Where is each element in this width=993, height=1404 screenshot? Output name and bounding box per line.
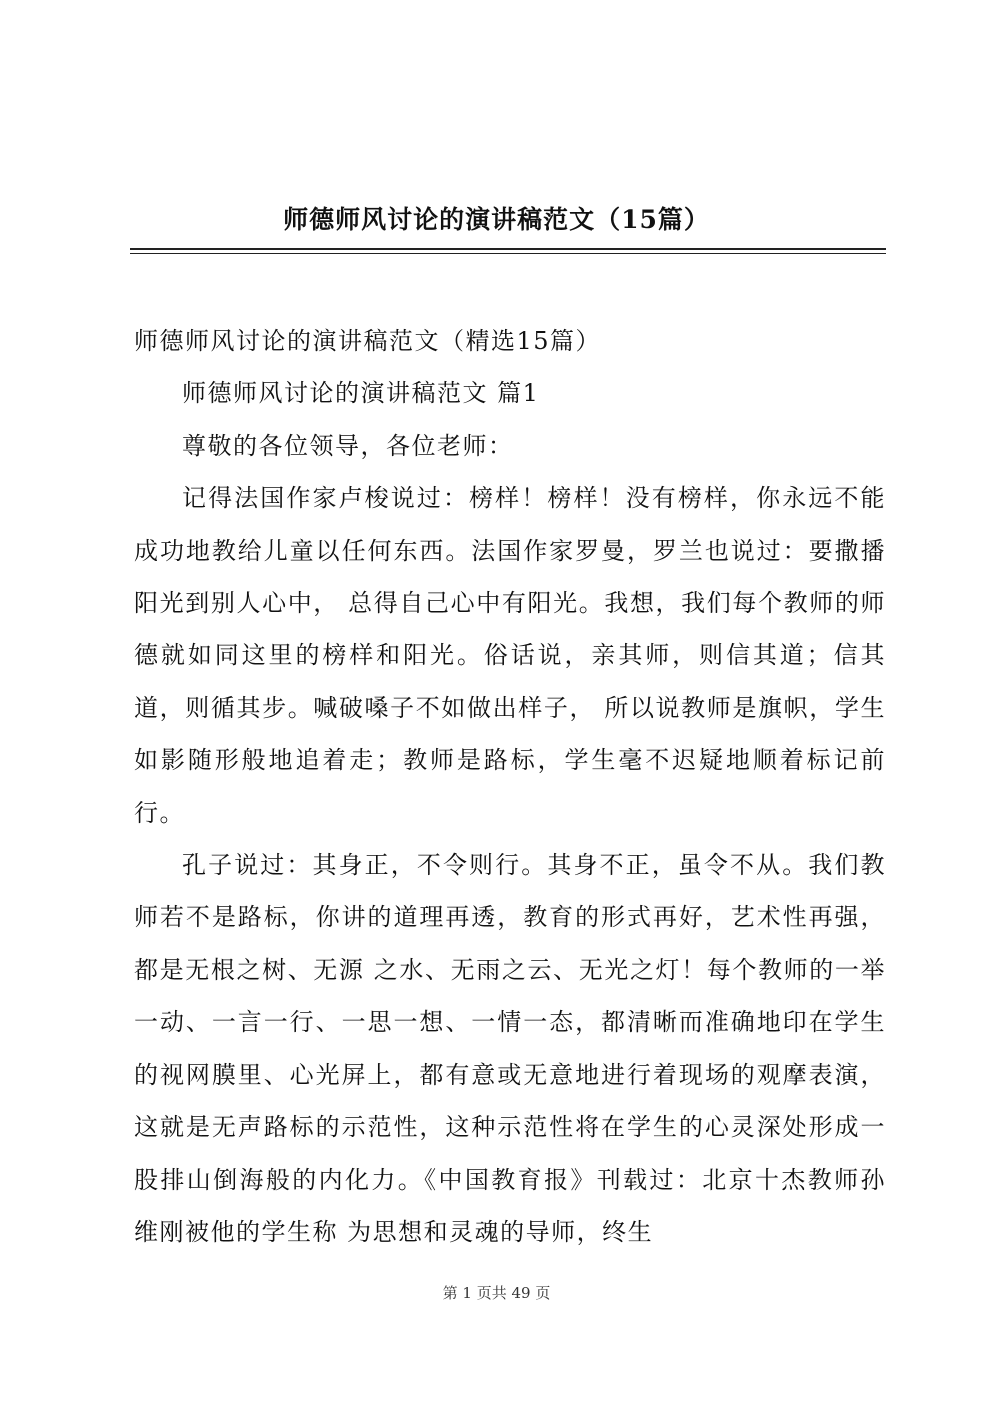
salutation: 尊敬的各位领导，各位老师： (182, 431, 514, 460)
document-title: 师德师风讨论的演讲稿范文（15篇） (283, 205, 710, 234)
title-divider (130, 248, 886, 250)
body-paragraph-1: 记得法国作家卢梭说过：榜样！榜样！没有榜样，你永远不能成功地教给儿童以任何东西。法国作家罗曼，罗兰也说过：要撒播阳光到别人心中， 总得自己心中有阳光。我想，我们每个教师的师德就如同这里的榜样和阳光。俗话说，亲其师，则信其道；信其道，则循其步。喊破嗓子不如做出样子， 所以说教师是旗帜，学生如影随形般地追着走；教师是路标，学生毫不迟疑地顺着标记前行。 (134, 484, 886, 827)
page-number: 第 1 页共 49 页 (442, 1284, 551, 1302)
body-paragraph-2: 孔子说过：其身正，不令则行。其身不正，虽令不从。我们教师若不是路标，你讲的道理再透，教育的形式再好，艺术性再强，都是无根之树、无源 之水、无雨之云、无光之灯！每个教师的一举一动、一言一行、一思一想、一情一态，都清晰而准确地印在学生的视网膜里、心光屏上，都有意或无意地进行着现场的观摩表演，这就是无声路标的示范性，这种示范性将在学生的心灵深处形成一股排山倒海般的内化力。《中国教育报》刊载过：北京十杰教师孙维刚被他的学生称 为思想和灵魂的导师，终生 (134, 851, 886, 1246)
document-body (134, 315, 886, 1258)
section-heading: 师德师风讨论的演讲稿范文 篇1 (182, 379, 540, 408)
document-subtitle: 师德师风讨论的演讲稿范文（精选15篇） (134, 327, 602, 355)
title-divider-thin (130, 253, 886, 254)
